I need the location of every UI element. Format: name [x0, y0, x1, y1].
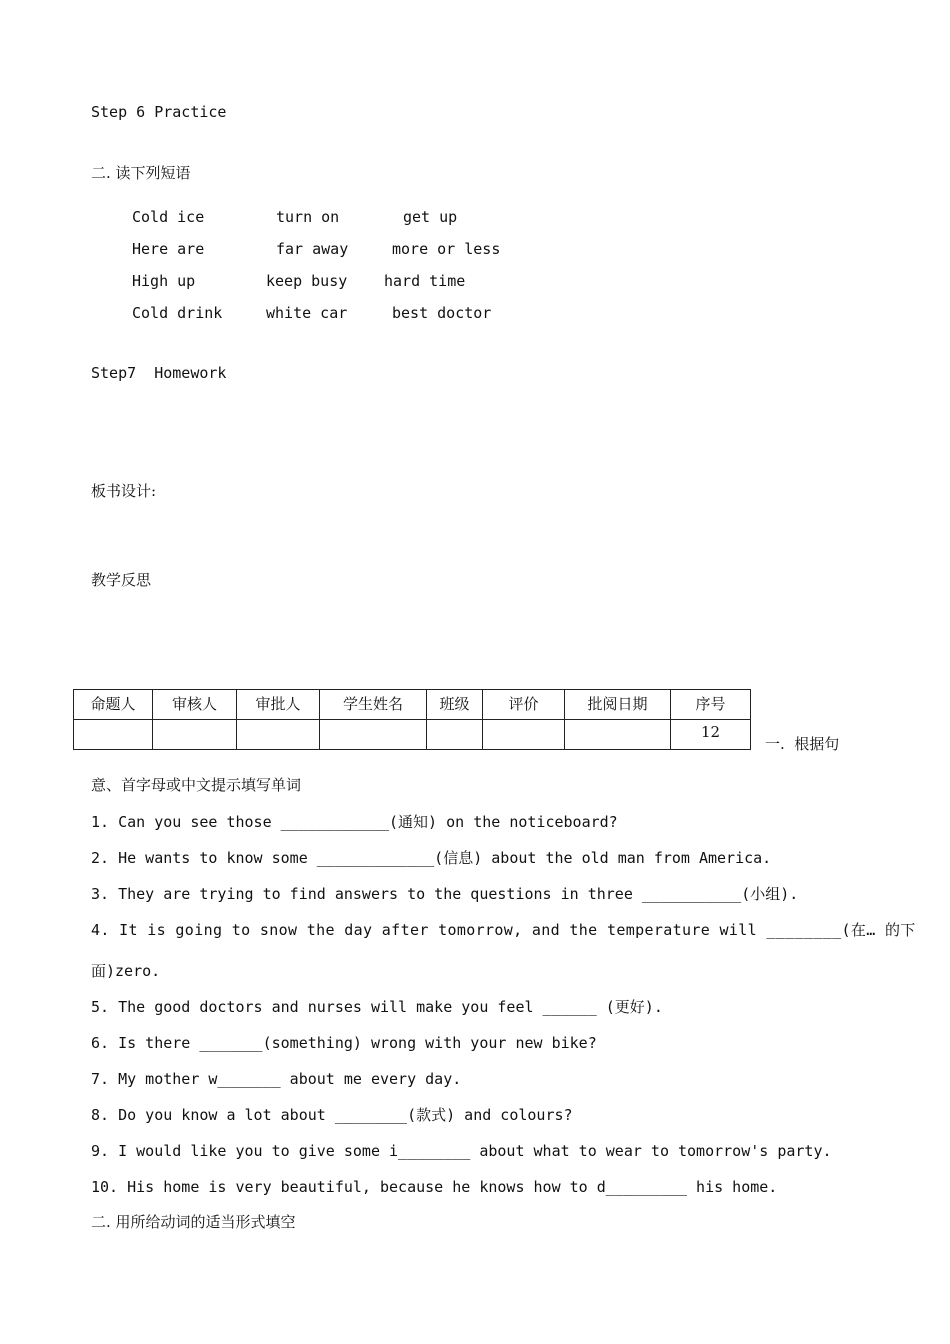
question: 8. Do you know a lot about ________(款式) and colours? [91, 1106, 573, 1124]
step7-heading: Step7 Homework [91, 364, 227, 382]
phrase: turn on [276, 208, 340, 226]
header-cell: 命题人 [74, 690, 153, 720]
part1-title-b: 意、首字母或中文提示填写单词 [91, 776, 302, 794]
phrase: Here are [132, 240, 205, 258]
phrase: High up [132, 272, 196, 290]
part1-title-a: 一. 根据句 [765, 735, 840, 753]
question: 4. It is going to snow the day after tomorrow, and the temperature will ________(在… 的下 [91, 921, 916, 939]
table-cell [565, 720, 671, 750]
phrase: more or less [392, 240, 501, 258]
question: 2. He wants to know some _____________(信息) about the old man from America. [91, 849, 772, 867]
header-cell: 学生姓名 [320, 690, 427, 720]
table-cell [237, 720, 320, 750]
question: 3. They are trying to find answers to the questions in three ___________(小组). [91, 885, 799, 903]
header-cell: 审核人 [153, 690, 237, 720]
board-design-label: 板书设计: [91, 482, 157, 500]
header-cell: 审批人 [237, 690, 320, 720]
phrase: Cold ice [132, 208, 205, 226]
info-table [73, 689, 751, 750]
question: 9. I would like you to give some i________ about what to wear to tomorrow's party. [91, 1142, 832, 1160]
table-cell [74, 720, 153, 750]
section2-title: 二. 读下列短语 [91, 164, 191, 182]
table-cell [483, 720, 565, 750]
table-cell [320, 720, 427, 750]
table-cell [427, 720, 483, 750]
question: 7. My mother w_______ about me every day. [91, 1070, 462, 1088]
phrase: white car [266, 304, 348, 322]
table-row [74, 720, 751, 750]
question: 10. His home is very beautiful, because he knows how to d_________ his home. [91, 1178, 778, 1196]
phrase: hard time [384, 272, 466, 290]
question: 5. The good doctors and nurses will make you feel ______ (更好). [91, 998, 663, 1016]
table-cell [153, 720, 237, 750]
question: 面)zero. [91, 962, 161, 980]
phrase: keep busy [266, 272, 348, 290]
header-cell: 评价 [483, 690, 565, 720]
phrase: Cold drink [132, 304, 223, 322]
question: 1. Can you see those ____________(通知) on the noticeboard? [91, 813, 618, 831]
question: 6. Is there _______(something) wrong with your new bike? [91, 1034, 597, 1052]
header-cell: 班级 [427, 690, 483, 720]
header-cell: 序号 [671, 690, 751, 720]
reflection-label: 教学反思 [91, 571, 152, 589]
number-cell: 12 [671, 720, 751, 750]
table-header-row [74, 690, 751, 720]
header-cell: 批阅日期 [565, 690, 671, 720]
step6-heading: Step 6 Practice [91, 103, 227, 121]
phrase: best doctor [392, 304, 492, 322]
phrase: get up [403, 208, 458, 226]
part2-title: 二. 用所给动词的适当形式填空 [91, 1213, 296, 1231]
phrase: far away [276, 240, 349, 258]
